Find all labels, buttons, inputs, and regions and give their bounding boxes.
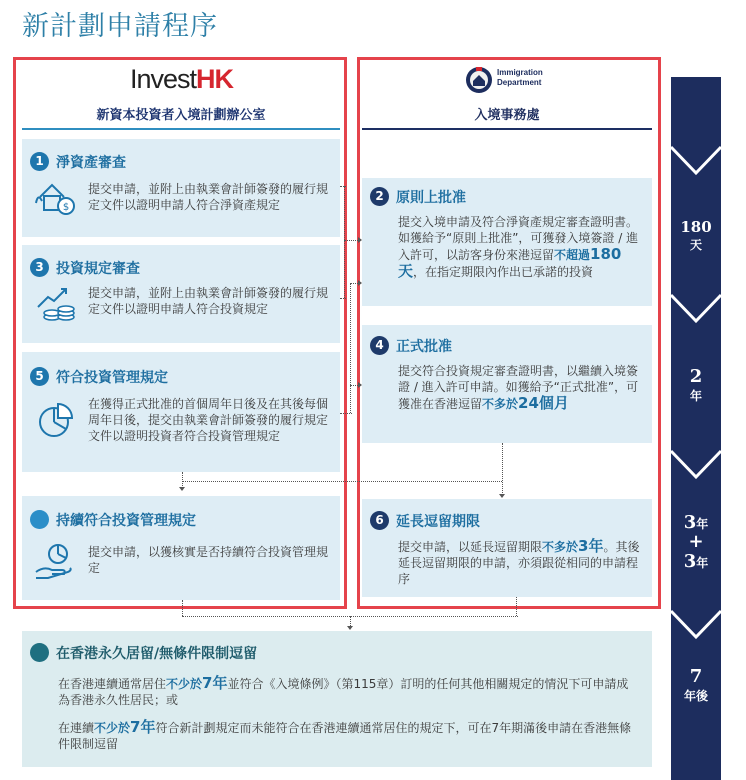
immigration-crest-icon	[464, 64, 494, 94]
right-header-divider	[362, 128, 652, 130]
timeline-7-years: 7 年後	[683, 666, 708, 703]
step-description: 提交申請，以延長逗留期限不多於3年。其後延長逗留期限的申請，亦須跟從相同的申請程序	[398, 537, 640, 586]
step-dot	[30, 643, 49, 662]
connector	[340, 186, 346, 187]
connector-arrow	[179, 487, 185, 491]
step-3-card	[22, 245, 340, 343]
left-header-divider	[22, 128, 340, 130]
connector-arrow	[358, 280, 362, 286]
step-title: 延長逗留期限	[396, 514, 480, 530]
left-org-name: 新資本投資者入境計劃辦公室	[96, 108, 266, 123]
step-title: 正式批准	[396, 339, 452, 355]
timeline-3-plus-3-years: 3年 + 3年	[683, 512, 709, 572]
step-title: 淨資產審查	[56, 155, 126, 171]
step-number: 4	[370, 336, 389, 355]
connector	[182, 600, 183, 616]
page-title: 新計劃申請程序	[22, 11, 218, 42]
connector	[350, 385, 358, 386]
connector-arrow	[499, 494, 505, 498]
step-description: 提交符合投資規定審查證明書，以繼續入境簽證 / 進入許可申請。如獲給予“正式批准”，可獲准在香港逗留不多於24個月	[398, 364, 639, 412]
house-money-icon	[34, 179, 78, 219]
step-1-card	[22, 139, 340, 237]
final-paragraph-1: 在香港連續通常居住不少於7年並符合《入境條例》（第115章）訂明的任何其他相關規定的情況下可申請成為香港永久性居民；或	[58, 674, 629, 707]
final-paragraph-2: 在連續不少於7年符合新計劃規定而未能符合在香港連續通常居住的規定下，可在7年期滿後申請在香港無條件限制逗留	[58, 718, 632, 751]
connector	[350, 616, 351, 626]
step-description: 提交申請，並附上由執業會計師簽發的履行規定文件以證明申請人符合投資規定	[88, 286, 329, 316]
connector-arrow	[358, 382, 362, 388]
pie-chart-icon	[36, 400, 76, 440]
step-4-card	[362, 325, 652, 443]
immigration-logo: Immigration Department	[464, 64, 574, 96]
connector	[340, 298, 346, 299]
connector-arrow	[347, 626, 353, 630]
step-number: 3	[30, 258, 49, 277]
timeline-180-days: 180 天	[680, 218, 712, 252]
final-title: 在香港永久居留/無條件限制逗留	[56, 646, 258, 662]
svg-text:$: $	[62, 202, 70, 213]
connector	[340, 413, 352, 414]
connector	[182, 481, 502, 482]
step-description: 提交入境申請及符合淨資產規定審查證明書。如獲給予“原則上批准”，可獲發入境簽證 / 進入許可，以訪客身份來港逗留不超過180天，在指定期限內作出已承諾的投資	[398, 215, 639, 280]
right-org-name: 入境事務處	[474, 108, 540, 123]
step-title: 符合投資管理規定	[56, 370, 168, 386]
step-6-card	[362, 499, 652, 597]
connector	[502, 443, 503, 495]
step-description: 提交申請，以獲核實是否持續符合投資管理規定	[88, 545, 329, 575]
connector	[516, 597, 517, 616]
permanent-residence-card	[22, 631, 652, 767]
step-number: 6	[370, 511, 389, 530]
coins-growth-icon	[34, 285, 78, 325]
connector	[344, 186, 345, 298]
step-description: 提交申請，並附上由執業會計師簽發的履行規定文件以證明申請人符合淨資產規定	[88, 182, 329, 212]
step-description: 在獲得正式批准的首個周年日後及在其後每個周年日後，提交由執業會計師簽發的履行規定文件以證明投資者符合投資管理規定	[88, 397, 329, 443]
step-dot	[30, 510, 49, 529]
step-2-card	[362, 178, 652, 306]
step-number: 2	[370, 187, 389, 206]
step-title: 持續符合投資管理規定	[56, 513, 196, 529]
timeline-2-years: 2 年	[689, 366, 703, 403]
continuing-compliance-card	[22, 496, 340, 600]
step-number: 5	[30, 367, 49, 386]
connector	[182, 472, 183, 486]
connector-arrow	[358, 237, 362, 243]
connector	[350, 283, 351, 413]
step-number: 1	[30, 152, 49, 171]
connector	[344, 240, 358, 241]
investhk-logo: InvestHK	[130, 64, 234, 94]
connector	[350, 283, 358, 284]
step-title: 原則上批准	[396, 190, 466, 206]
hand-chart-icon	[34, 542, 78, 582]
step-title: 投資規定審查	[56, 261, 140, 277]
step-5-card	[22, 352, 340, 472]
